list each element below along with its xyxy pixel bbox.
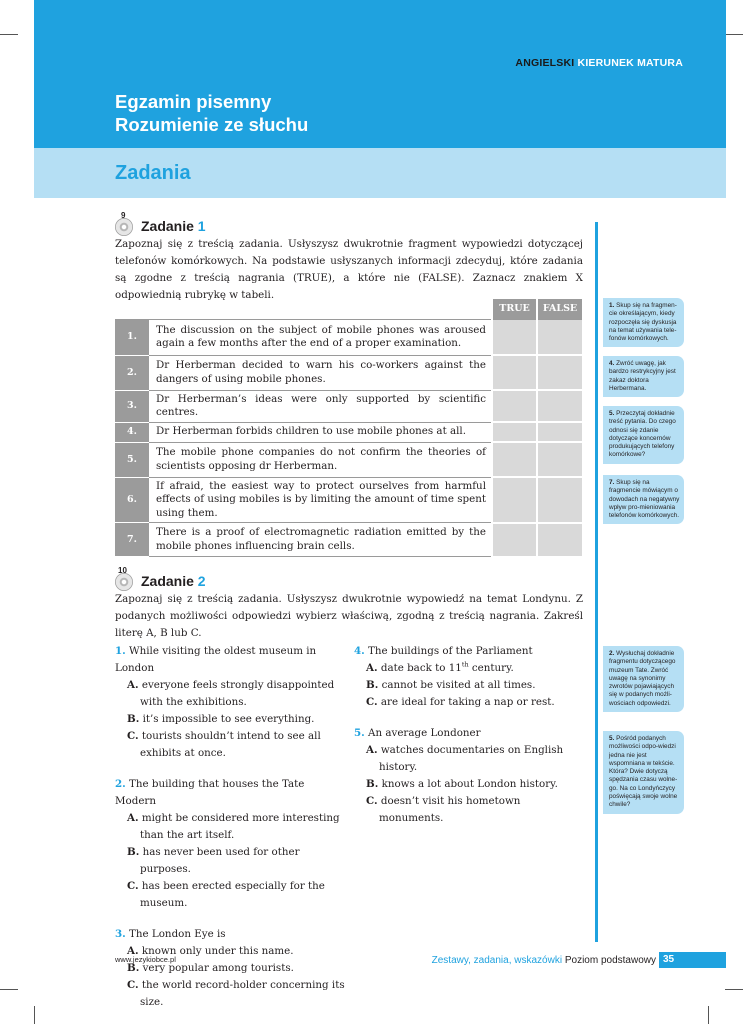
option-text: are ideal for taking a nap or rest.	[380, 696, 555, 708]
option-letter: C.	[127, 880, 139, 892]
true-checkbox[interactable]	[492, 390, 537, 422]
false-checkbox[interactable]	[537, 422, 582, 442]
tip-box	[603, 475, 684, 524]
row-statement: The mobile phone companies do not confirm the theories of scientists opposing dr Herberman.	[149, 442, 492, 477]
question-text: The building that houses the Tate Modern	[115, 778, 305, 807]
section-title: Zadania	[115, 162, 191, 184]
row-number: 7.	[115, 523, 149, 557]
footer-series-label: Zestawy, zadania, wskazówki	[431, 955, 563, 966]
crop-mark	[708, 1006, 709, 1024]
question-text: An average Londoner	[368, 727, 481, 739]
table-row	[115, 319, 582, 355]
option-text: has been erected especially for the museum.	[140, 880, 325, 909]
tip-text: Skup się na fragmencie mówiącym o dowodach na negatywny wpływ pro-mieniowania telefonów komórkowych.	[609, 479, 680, 520]
question-stem	[354, 643, 584, 660]
option-text: very popular among tourists.	[142, 962, 294, 974]
footer-url[interactable]: www.jezykiobce.pl	[115, 955, 176, 964]
false-checkbox[interactable]	[537, 319, 582, 355]
option-letter: C.	[127, 979, 139, 991]
tip-box	[603, 731, 684, 814]
option-letter: C.	[366, 696, 378, 708]
tip-box	[603, 298, 684, 347]
question-number: 5.	[354, 727, 365, 739]
page-title-line-1: Egzamin pisemny	[115, 91, 272, 112]
question	[115, 643, 345, 762]
brand-prefix: ANGIELSKI	[515, 57, 575, 69]
tip-number: 5.	[609, 410, 615, 417]
task-label: Zadanie	[141, 218, 194, 234]
question-text: The buildings of the Parliament	[368, 645, 533, 657]
answer-option[interactable]	[354, 694, 584, 711]
answer-option[interactable]	[115, 728, 345, 762]
option-letter: B.	[366, 778, 379, 790]
answer-option[interactable]	[354, 660, 584, 677]
question-number: 3.	[115, 928, 126, 940]
table-row	[115, 355, 582, 390]
tip-number: 4.	[609, 360, 615, 367]
row-number: 2.	[115, 355, 149, 390]
option-text: tourists shouldn’t intend to see all exhibits at once.	[140, 730, 321, 759]
option-text-post: century.	[468, 662, 514, 674]
question-stem	[115, 643, 345, 677]
row-statement: There is a proof of electromagnetic radiation emitted by the mobile phones influencing brain cells.	[149, 523, 492, 557]
question-stem	[354, 725, 584, 742]
option-text: it’s impossible to see everything.	[142, 713, 315, 725]
question-stem	[115, 926, 345, 943]
question	[115, 926, 345, 1011]
option-letter: A.	[127, 679, 139, 691]
option-text: cannot be visited at all times.	[381, 679, 536, 691]
cd-icon	[115, 218, 133, 236]
task-label: Zadanie	[141, 573, 194, 589]
task-1-heading	[141, 218, 206, 234]
tip-box	[603, 356, 684, 397]
option-text: watches documentaries on English history.	[379, 744, 564, 773]
true-checkbox[interactable]	[492, 477, 537, 523]
questions-left-column	[115, 643, 345, 1024]
false-checkbox[interactable]	[537, 442, 582, 477]
page-title-line-2: Rozumienie ze słuchu	[115, 114, 309, 135]
answer-option[interactable]	[354, 793, 584, 827]
false-checkbox[interactable]	[537, 523, 582, 557]
option-letter: A.	[127, 945, 139, 957]
answer-option[interactable]	[354, 776, 584, 793]
option-text: has never been used for other purposes.	[140, 846, 300, 875]
answer-option[interactable]	[115, 810, 345, 844]
question-stem	[115, 776, 345, 810]
row-number: 4.	[115, 422, 149, 442]
question-number: 1.	[115, 645, 126, 657]
true-checkbox[interactable]	[492, 319, 537, 355]
page-number: 35	[659, 952, 726, 968]
table-header-blank	[115, 299, 492, 319]
track-number: 9	[121, 211, 126, 220]
question-number: 4.	[354, 645, 365, 657]
option-letter: C.	[127, 730, 139, 742]
option-text: knows a lot about London history.	[381, 778, 558, 790]
page-title	[115, 90, 308, 136]
answer-option[interactable]	[115, 677, 345, 711]
option-letter: B.	[127, 713, 140, 725]
col-false: FALSE	[537, 299, 582, 319]
crop-mark	[0, 34, 18, 35]
tip-text: Wysłuchaj dokładnie fragmentu dotyczącego muzeum Tate. Zwróć uwagę na synonimy zwrotów pojawiających się w podanych możli-wościach odpowiedzi.	[609, 650, 676, 707]
false-checkbox[interactable]	[537, 390, 582, 422]
brand-suffix: KIERUNEK MATURA	[577, 57, 683, 69]
answer-option[interactable]	[115, 878, 345, 912]
question-text: While visiting the oldest museum in London	[115, 645, 317, 674]
row-number: 5.	[115, 442, 149, 477]
task-2-heading	[141, 573, 206, 589]
row-statement: Dr Herberman’s ideas were only supported by scientific centres.	[149, 390, 492, 422]
option-text-pre: date back to 11	[380, 662, 462, 674]
tip-number: 1.	[609, 302, 615, 309]
true-checkbox[interactable]	[492, 422, 537, 442]
tip-number: 7.	[609, 479, 615, 486]
task-number: 1	[197, 218, 206, 234]
option-text: everyone feels strongly disappointed with the exhibitions.	[140, 679, 335, 708]
tip-box	[603, 406, 684, 464]
row-statement: Dr Herberman forbids children to use mobile phones at all.	[149, 422, 492, 442]
task-2-instruction: Zapoznaj się z treścią zadania. Usłyszysz dwukrotnie wypowiedź na temat Londynu. Z podanych możliwości odpowiedzi wybierz właściwą, zgodną z treścią nagrania. Zakreśl literę A, B lub C.	[115, 593, 583, 639]
question-number: 2.	[115, 778, 126, 790]
answer-option[interactable]	[115, 977, 345, 1011]
row-number: 1.	[115, 319, 149, 355]
option-letter: A.	[366, 662, 378, 674]
section-band	[34, 148, 726, 198]
tip-text: Przeczytaj dokładnie treść pytania. Do czego odnosi się zdanie dotyczące koncernów produkujących telefony komórkowe?	[609, 410, 676, 459]
false-checkbox[interactable]	[537, 477, 582, 523]
footer-series	[432, 955, 656, 966]
crop-mark	[725, 989, 743, 990]
option-letter: B.	[366, 679, 379, 691]
table-row	[115, 523, 582, 557]
answer-option[interactable]	[354, 742, 584, 776]
option-text: doesn’t visit his hometown monuments.	[379, 795, 521, 824]
false-checkbox[interactable]	[537, 355, 582, 390]
table-row	[115, 422, 582, 442]
true-false-table	[115, 299, 582, 558]
option-text: known only under this name.	[141, 945, 294, 957]
row-statement: Dr Herberman decided to warn his co-workers against the dangers of using mobile phones.	[149, 355, 492, 390]
crop-mark	[34, 1006, 35, 1024]
option-text: might be considered more interesting than the art itself.	[140, 812, 340, 841]
true-checkbox[interactable]	[492, 442, 537, 477]
option-superscript: th	[461, 660, 469, 669]
cd-icon	[115, 573, 133, 591]
answer-option[interactable]	[354, 677, 584, 694]
questions-right-column	[354, 643, 584, 841]
option-text: the world record-holder concerning its size.	[140, 979, 345, 1008]
task-number: 2	[197, 573, 206, 589]
brand-label	[515, 57, 683, 69]
option-letter: B.	[127, 962, 140, 974]
crop-mark	[0, 989, 18, 990]
row-statement: The discussion on the subject of mobile phones was aroused again a few months after the end of a proper examination.	[149, 319, 492, 355]
header-band	[34, 0, 726, 148]
option-letter: A.	[127, 812, 139, 824]
option-letter: A.	[366, 744, 378, 756]
task-1-instruction: Zapoznaj się z treścią zadania. Usłyszysz dwukrotnie fragment wypowiedzi dotyczącej telefonów komórkowych. Na podstawie usłyszanych informacji zdecyduj, które zadania są zgodne z treścią nagrania (TRUE), a które nie (FALSE). Zaznacz znakiem X odpowiednią rubrykę w tabeli.	[115, 238, 583, 301]
tip-text: Zwróć uwagę, jak bardzo restrykcyjny jest zakaz doktora Herbermana.	[609, 360, 676, 392]
table-row	[115, 442, 582, 477]
row-number: 6.	[115, 477, 149, 523]
margin-rule	[595, 222, 598, 942]
col-true: TRUE	[492, 299, 537, 319]
table-row	[115, 390, 582, 422]
table-row	[115, 477, 582, 523]
question	[354, 643, 584, 711]
answer-option[interactable]	[115, 711, 345, 728]
true-checkbox[interactable]	[492, 355, 537, 390]
true-checkbox[interactable]	[492, 523, 537, 557]
option-letter: C.	[366, 795, 378, 807]
tip-text: Skup się na fragmen-cie określającym, kiedy rozpoczęła się dyskusja na temat używania tele-fonów komórkowych.	[609, 302, 677, 343]
row-statement: If afraid, the easiest way to protect ourselves from harmful effects of using mobiles is by limiting the amount of time spent using them.	[149, 477, 492, 523]
crop-mark	[725, 34, 743, 35]
track-number: 10	[118, 566, 127, 575]
footer-level: Poziom podstawowy	[564, 955, 656, 966]
answer-option[interactable]	[115, 844, 345, 878]
question-text: The London Eye is	[129, 928, 226, 940]
question	[354, 725, 584, 827]
tip-number: 5.	[609, 735, 615, 742]
option-letter: B.	[127, 846, 140, 858]
tip-number: 2.	[609, 650, 615, 657]
tip-box	[603, 646, 684, 712]
question	[115, 776, 345, 912]
row-number: 3.	[115, 390, 149, 422]
tip-text: Pośród podanych możliwości odpo-wiedzi jedna nie jest wspomniana w tekście. Która? Dwie dotyczą spędzania czasu wolne-go. Na co Londyńczycy poświęcają swoje wolne chwile?	[609, 735, 678, 809]
